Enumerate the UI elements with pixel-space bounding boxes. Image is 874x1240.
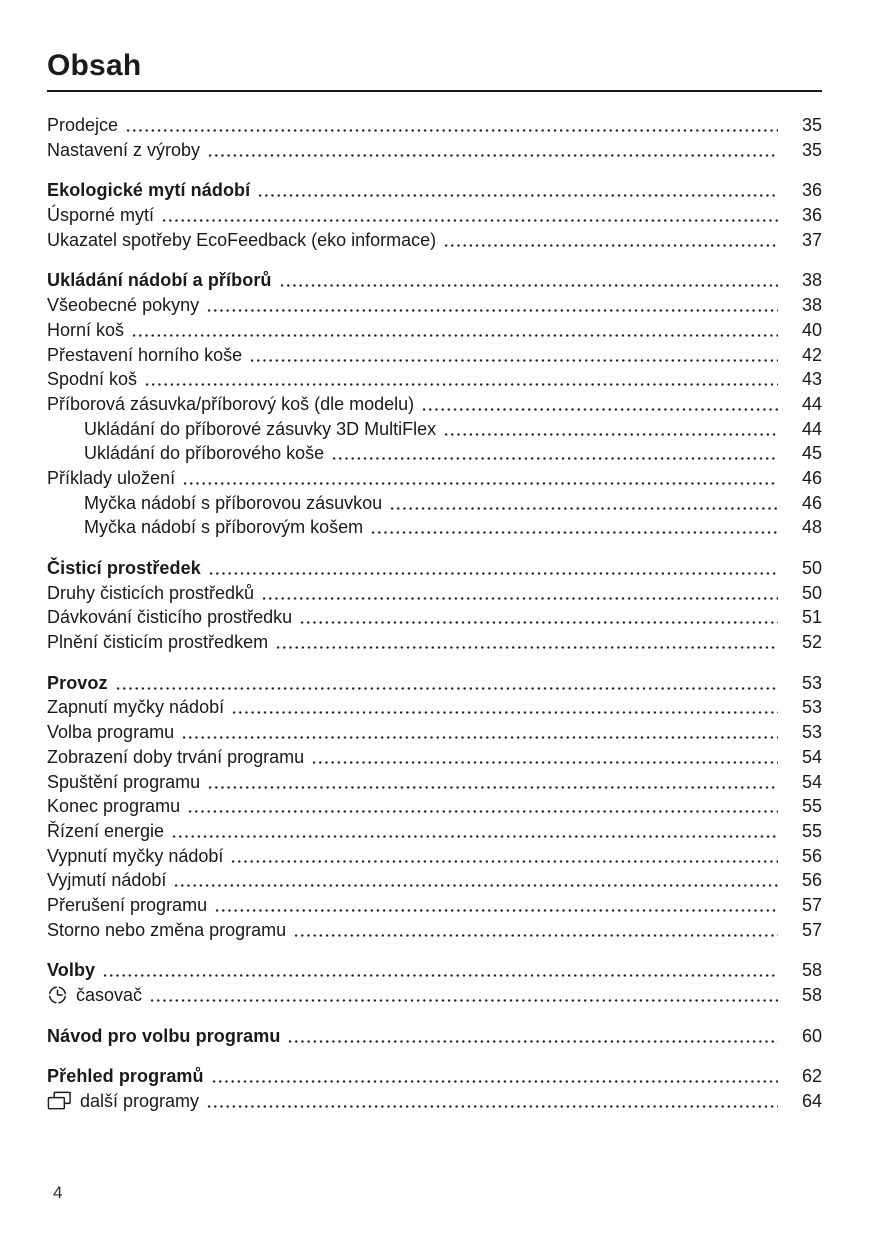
toc-entry-page: 52 xyxy=(801,632,822,653)
toc-entry-label: Nastavení z výroby xyxy=(47,139,201,160)
toc-entry-page: 43 xyxy=(801,369,822,390)
toc-entry xyxy=(47,630,822,655)
dot-leader xyxy=(285,1024,778,1049)
toc-entry xyxy=(47,605,822,630)
toc-entry-label: Spuštění programu xyxy=(47,771,201,792)
toc-entry-label: Přehled programů xyxy=(47,1066,204,1087)
toc-group xyxy=(47,113,822,162)
toc-entry-page: 35 xyxy=(801,115,822,135)
dot-leader xyxy=(228,844,778,869)
toc-entry-page: 53 xyxy=(801,697,822,718)
toc-entry xyxy=(47,113,822,138)
dot-leader xyxy=(100,958,778,983)
dot-leader xyxy=(169,819,778,844)
toc-entry-label: Vypnutí myčky nádobí xyxy=(47,845,224,866)
dot-leader xyxy=(171,868,778,893)
toc-entry-page: 51 xyxy=(801,607,822,628)
toc-entry-label: Konec programu xyxy=(47,796,181,817)
toc-entry-page: 54 xyxy=(801,771,822,792)
dot-leader xyxy=(142,367,778,392)
toc-entry-page: 53 xyxy=(801,672,822,693)
toc-entry xyxy=(47,417,822,442)
toc-entry-label: Myčka nádobí s příborovým košem xyxy=(84,517,364,538)
toc-entry-label: časovač xyxy=(76,985,143,1005)
dot-leader xyxy=(129,318,778,343)
footer-page-number: 4 xyxy=(53,1183,63,1202)
toc-entry-label: Spodní koš xyxy=(47,369,138,390)
toc-entry-label: Úsporné mytí xyxy=(47,205,155,226)
toc-entry-page: 35 xyxy=(801,139,822,160)
toc-entry-label: Příborová zásuvka/příborový koš (dle modelu) xyxy=(47,393,415,414)
toc-entry-page: 55 xyxy=(801,820,822,841)
dot-leader xyxy=(387,491,778,516)
toc-entry-page: 40 xyxy=(801,319,822,340)
toc-entry-page: 38 xyxy=(801,270,822,291)
toc-entry xyxy=(47,695,822,720)
toc-entry xyxy=(47,1064,822,1089)
toc xyxy=(47,113,822,1114)
dot-leader xyxy=(147,983,778,1008)
toc-entry xyxy=(47,918,822,943)
toc-entry-page: 58 xyxy=(801,985,822,1005)
toc-entry xyxy=(47,268,822,293)
toc-entry-label: Přestavení horního koše xyxy=(47,344,243,365)
dot-leader xyxy=(204,1089,778,1114)
toc-entry-page: 50 xyxy=(801,558,822,578)
toc-entry-label: Příklady uložení xyxy=(47,467,176,488)
toc-entry-page: 36 xyxy=(801,180,822,201)
toc-entry xyxy=(47,178,822,203)
dot-leader xyxy=(419,392,778,417)
dot-leader xyxy=(441,228,778,253)
toc-entry xyxy=(47,515,822,540)
dot-leader xyxy=(441,417,778,442)
toc-entry-page: 54 xyxy=(801,746,822,767)
dot-leader xyxy=(113,671,778,696)
dot-leader xyxy=(273,630,778,655)
dot-leader xyxy=(205,770,778,795)
toc-entry-label: Ukládání nádobí a příborů xyxy=(47,270,272,291)
toc-entry xyxy=(47,392,822,417)
dot-leader xyxy=(204,293,778,318)
toc-entry-label: Ukládání do příborového koše xyxy=(84,443,325,464)
toc-entry-label: Volba programu xyxy=(47,722,175,743)
toc-entry-page: 57 xyxy=(801,894,822,915)
toc-entry xyxy=(47,556,822,581)
toc-entry xyxy=(47,819,822,844)
toc-entry-page: 58 xyxy=(801,960,822,981)
toc-entry xyxy=(47,794,822,819)
dot-leader xyxy=(309,745,778,770)
toc-entry-label: Myčka nádobí s příborovou zásuvkou xyxy=(84,492,383,513)
toc-entry-page: 45 xyxy=(801,443,822,464)
toc-entry-page: 55 xyxy=(801,796,822,817)
toc-entry-label: Horní koš xyxy=(47,319,125,340)
dot-leader xyxy=(259,581,778,606)
toc-entry xyxy=(47,318,822,343)
toc-entry-label: Vyjmutí nádobí xyxy=(47,870,167,891)
toc-entry xyxy=(47,958,822,983)
toc-entry-label: Řízení energie xyxy=(47,820,165,841)
toc-entry xyxy=(47,770,822,795)
dot-leader xyxy=(205,138,778,163)
dot-leader xyxy=(212,893,778,918)
toc-entry xyxy=(47,983,822,1008)
toc-entry-page: 37 xyxy=(801,229,822,250)
title-divider xyxy=(47,90,822,92)
dot-leader xyxy=(229,695,778,720)
toc-entry-label: Ukazatel spotřeby EcoFeedback (eko informace) xyxy=(47,229,437,250)
toc-entry-label: Storno nebo změna programu xyxy=(47,919,287,940)
toc-group xyxy=(47,1064,822,1113)
toc-entry-label: Plnění čisticím prostředkem xyxy=(47,632,269,653)
toc-entry-label: Druhy čisticích prostředků xyxy=(47,582,255,603)
dot-leader xyxy=(255,178,778,203)
toc-entry-page: 64 xyxy=(801,1091,822,1112)
toc-entry-page: 42 xyxy=(801,344,822,365)
toc-entry-label: Dávkování čisticího prostředku xyxy=(47,607,293,628)
dot-leader xyxy=(247,343,778,368)
timer-clock-icon xyxy=(47,983,68,1008)
toc-group xyxy=(47,1024,822,1049)
toc-entry xyxy=(47,844,822,869)
toc-entry xyxy=(47,441,822,466)
toc-entry-label: Provoz xyxy=(47,672,108,693)
toc-entry-page: 60 xyxy=(801,1025,822,1046)
further-programs-icon xyxy=(47,1089,72,1114)
toc-entry-page: 46 xyxy=(801,467,822,488)
dot-leader xyxy=(209,1064,778,1089)
toc-entry xyxy=(47,367,822,392)
toc-entry-label: Přerušení programu xyxy=(47,894,208,915)
toc-entry-label: Zapnutí myčky nádobí xyxy=(47,697,225,718)
toc-group xyxy=(47,958,822,1007)
toc-entry xyxy=(47,203,822,228)
toc-group xyxy=(47,268,822,540)
toc-entry-page: 38 xyxy=(801,295,822,316)
toc-group xyxy=(47,671,822,943)
toc-entry-page: 56 xyxy=(801,845,822,866)
dot-leader xyxy=(368,515,778,540)
toc-entry xyxy=(47,581,822,606)
dot-leader xyxy=(329,441,778,466)
toc-entry xyxy=(47,293,822,318)
toc-entry-page: 57 xyxy=(801,919,822,940)
toc-entry-page: 62 xyxy=(801,1066,822,1087)
toc-entry xyxy=(47,228,822,253)
toc-entry-page: 48 xyxy=(801,517,822,538)
toc-entry xyxy=(47,466,822,491)
dot-leader xyxy=(159,203,778,228)
dot-leader xyxy=(297,605,778,630)
toc-entry-page: 44 xyxy=(801,418,822,439)
toc-entry-label: Zobrazení doby trvání programu xyxy=(47,746,305,767)
dot-leader xyxy=(185,794,778,819)
dot-leader xyxy=(180,466,778,491)
toc-group xyxy=(47,178,822,252)
toc-entry-label: Prodejce xyxy=(47,115,119,135)
toc-entry-label: Ekologické mytí nádobí xyxy=(47,180,251,201)
dot-leader xyxy=(179,720,778,745)
dot-leader xyxy=(277,268,778,293)
toc-entry xyxy=(47,745,822,770)
toc-entry xyxy=(47,868,822,893)
toc-entry-label: další programy xyxy=(80,1091,200,1112)
toc-entry-label: Volby xyxy=(47,960,96,981)
toc-entry xyxy=(47,671,822,696)
toc-entry xyxy=(47,1089,822,1114)
toc-entry-page: 53 xyxy=(801,722,822,743)
toc-entry-page: 56 xyxy=(801,870,822,891)
dot-leader xyxy=(206,556,778,581)
toc-entry xyxy=(47,343,822,368)
toc-entry xyxy=(47,491,822,516)
toc-entry xyxy=(47,138,822,163)
toc-entry xyxy=(47,1024,822,1049)
toc-entry-label: Ukládání do příborové zásuvky 3D MultiFlex xyxy=(84,418,437,439)
toc-entry xyxy=(47,720,822,745)
toc-entry-page: 50 xyxy=(801,582,822,603)
toc-entry xyxy=(47,893,822,918)
toc-group xyxy=(47,556,822,655)
toc-entry-page: 44 xyxy=(801,393,822,414)
dot-leader xyxy=(291,918,778,943)
dot-leader xyxy=(123,113,778,138)
toc-entry-page: 46 xyxy=(801,492,822,513)
page-title: Obsah xyxy=(47,49,142,82)
toc-entry-page: 36 xyxy=(801,205,822,226)
toc-entry-label: Všeobecné pokyny xyxy=(47,295,200,316)
toc-entry-label: Čisticí prostředek xyxy=(47,558,201,578)
toc-entry-label: Návod pro volbu programu xyxy=(47,1025,281,1046)
